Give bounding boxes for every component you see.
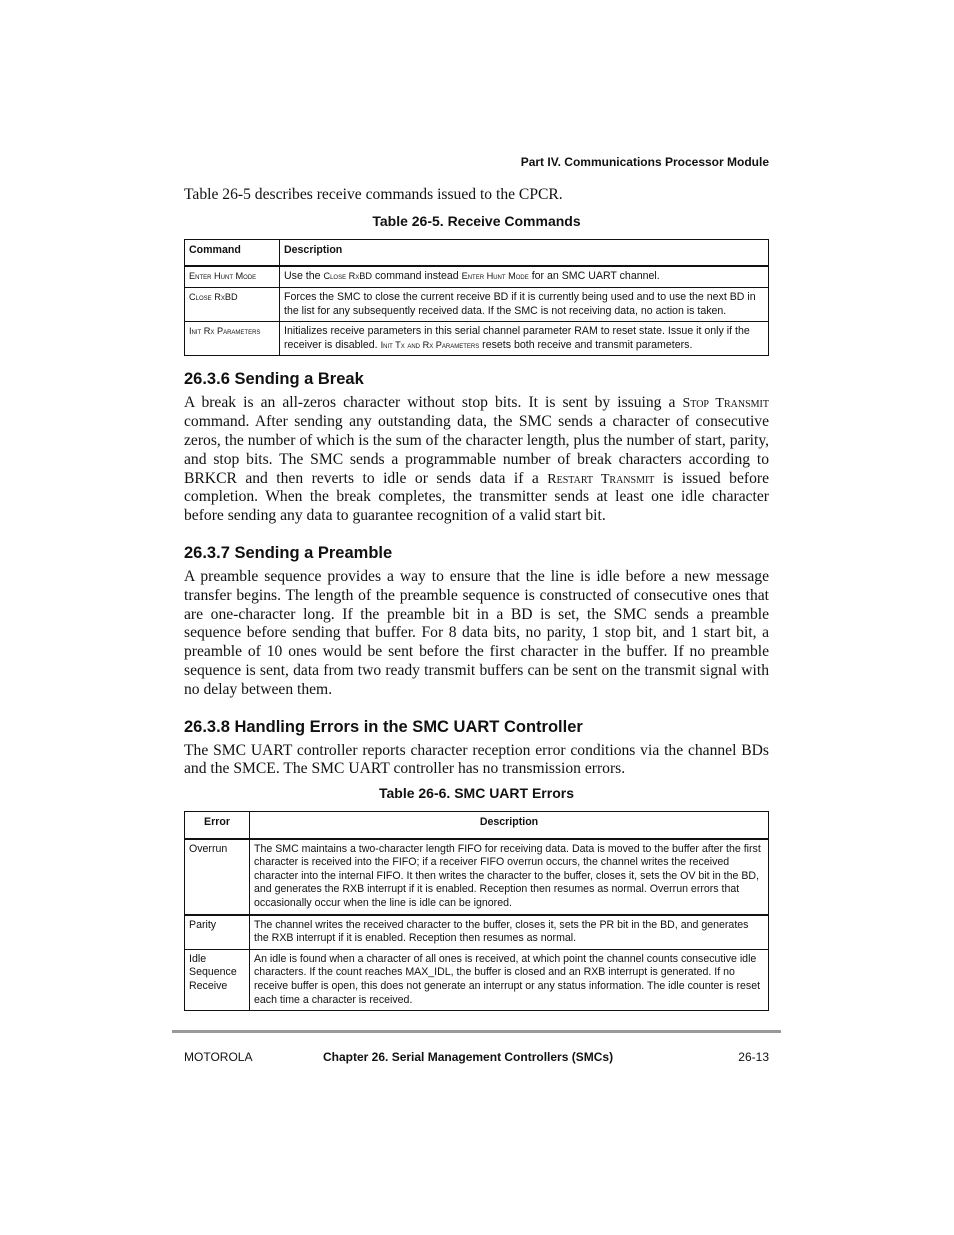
table-26-5-title: Table 26-5. Receive Commands (372, 212, 581, 229)
command-cell (185, 266, 280, 287)
column-header-description: Description (280, 239, 769, 266)
table-row (185, 839, 769, 915)
command-name: Init Rx Parameters (189, 326, 261, 337)
section-body-sending-a-break: A break is an all-zeros character without stop bits. It is sent by issuing a Stop Transmit command. After sending any outstanding data, the SMC sends a character of consecutive zeros, the number of which is the sum of the character length, plus the number of start, parity, and stop bits. The SMC sends a programmable number of break characters according to BRKCR and then reverts to idle or sends data if a Restart Transmit is issued before completion. When the break completes, the transmitter sends at least one idle character before sending any data to guarantee recognition of a valid start bit. (184, 394, 770, 525)
description-cell: The SMC maintains a two-character length FIFO for receiving data. Data is moved to the buffer after the first character is received into the FIFO; if a receiver FIFO overrun occurs, the channel writes the received character into the internal FIFO. It then writes the character to the buffer, closes it, sets the OV bit in the BD, and generates the RXB interrupt if it is enabled. Reception then resumes as normal. Overrun errors that occasionally occur when the line is idle can be ignored. (250, 839, 769, 915)
table-row (185, 915, 769, 950)
description-cell: Forces the SMC to close the current receive BD if it is currently being used and to use the next BD in the list for any subsequently received data. If the SMC is not receiving data, no action is taken. (280, 287, 769, 321)
footer-divider (172, 1030, 781, 1033)
section-heading-sending-a-preamble: 26.3.7 Sending a Preamble (184, 543, 393, 562)
table-row (185, 287, 769, 321)
description-cell: Use the Close RxBD command instead Enter Hunt Mode for an SMC UART channel. (280, 266, 769, 287)
error-cell: Idle Sequence Receive (185, 949, 250, 1010)
table-row (185, 322, 769, 356)
table-header-row (185, 239, 769, 266)
table-row (185, 949, 769, 1010)
command-cell (185, 322, 280, 356)
error-cell: Overrun (185, 839, 250, 915)
footer-chapter-title: Chapter 26. Serial Management Controllers (SMCs) (323, 1050, 614, 1064)
section-body-handling-errors: The SMC UART controller reports character reception error conditions via the channel BDs and the SMCE. The SMC UART controller has no transmission errors. (184, 741, 769, 778)
description-cell: An idle is found when a character of all ones is received, at which point the channel counts consecutive idle characters. If the count reaches MAX_IDL, the buffer is closed and an RXB interrupt is generated. If no receive buffer is open, this does not generate an interrupt or any status information. The idle counter is reset each time a character is received. (250, 949, 769, 1010)
error-cell: Parity (185, 915, 250, 950)
section-heading-handling-errors: 26.3.8 Handling Errors in the SMC UART Controller (184, 717, 583, 736)
command-cell (185, 287, 280, 321)
description-cell: Initializes receive parameters in this serial channel parameter RAM to reset state. Issue it only if the receiver is disabled. Init Tx and Rx Parameters resets both receive and transmit parameters. (280, 322, 769, 356)
intro-paragraph: Table 26-5 describes receive commands issued to the CPCR. (184, 186, 563, 203)
command-name: Close RxBD (189, 291, 238, 302)
page-number: 26-13 (738, 1050, 769, 1064)
running-header: Part IV. Communications Processor Module (520, 155, 769, 169)
table-26-6-title: Table 26-6. SMC UART Errors (378, 785, 574, 802)
column-header-command: Command (185, 239, 280, 266)
description-cell: The channel writes the received character to the buffer, closes it, sets the PR bit in the BD, and generates the RXB interrupt if it is enabled. Reception then resumes as normal. (250, 915, 769, 950)
section-body-sending-a-preamble: A preamble sequence provides a way to ensure that the line is idle before a new message transfer begins. The length of the preamble sequence is constructed of consecutive ones that are one-character long. If the preamble bit in a BD is set, the SMC sends a preamble sequence before sending that buffer. For 8 data bits, no parity, 1 stop bit, and 1 start bit, a preamble of 10 ones would be sent before the first character in the buffer. If no preamble sequence is sent, data from two ready transmit buffers can be sent on the transmit signal with no delay between them. (184, 567, 769, 698)
command-name: Enter Hunt Mode (189, 271, 257, 282)
footer-publisher: MOTOROLA (184, 1050, 253, 1064)
table-header-row (185, 812, 769, 839)
page-content (184, 186, 769, 1011)
column-header-error: Error (185, 812, 250, 839)
receive-commands-table (184, 239, 769, 357)
section-heading-sending-a-break: 26.3.6 Sending a Break (184, 370, 364, 389)
table-row (185, 266, 769, 287)
smc-uart-errors-table (184, 811, 769, 1011)
column-header-description: Description (250, 812, 769, 839)
